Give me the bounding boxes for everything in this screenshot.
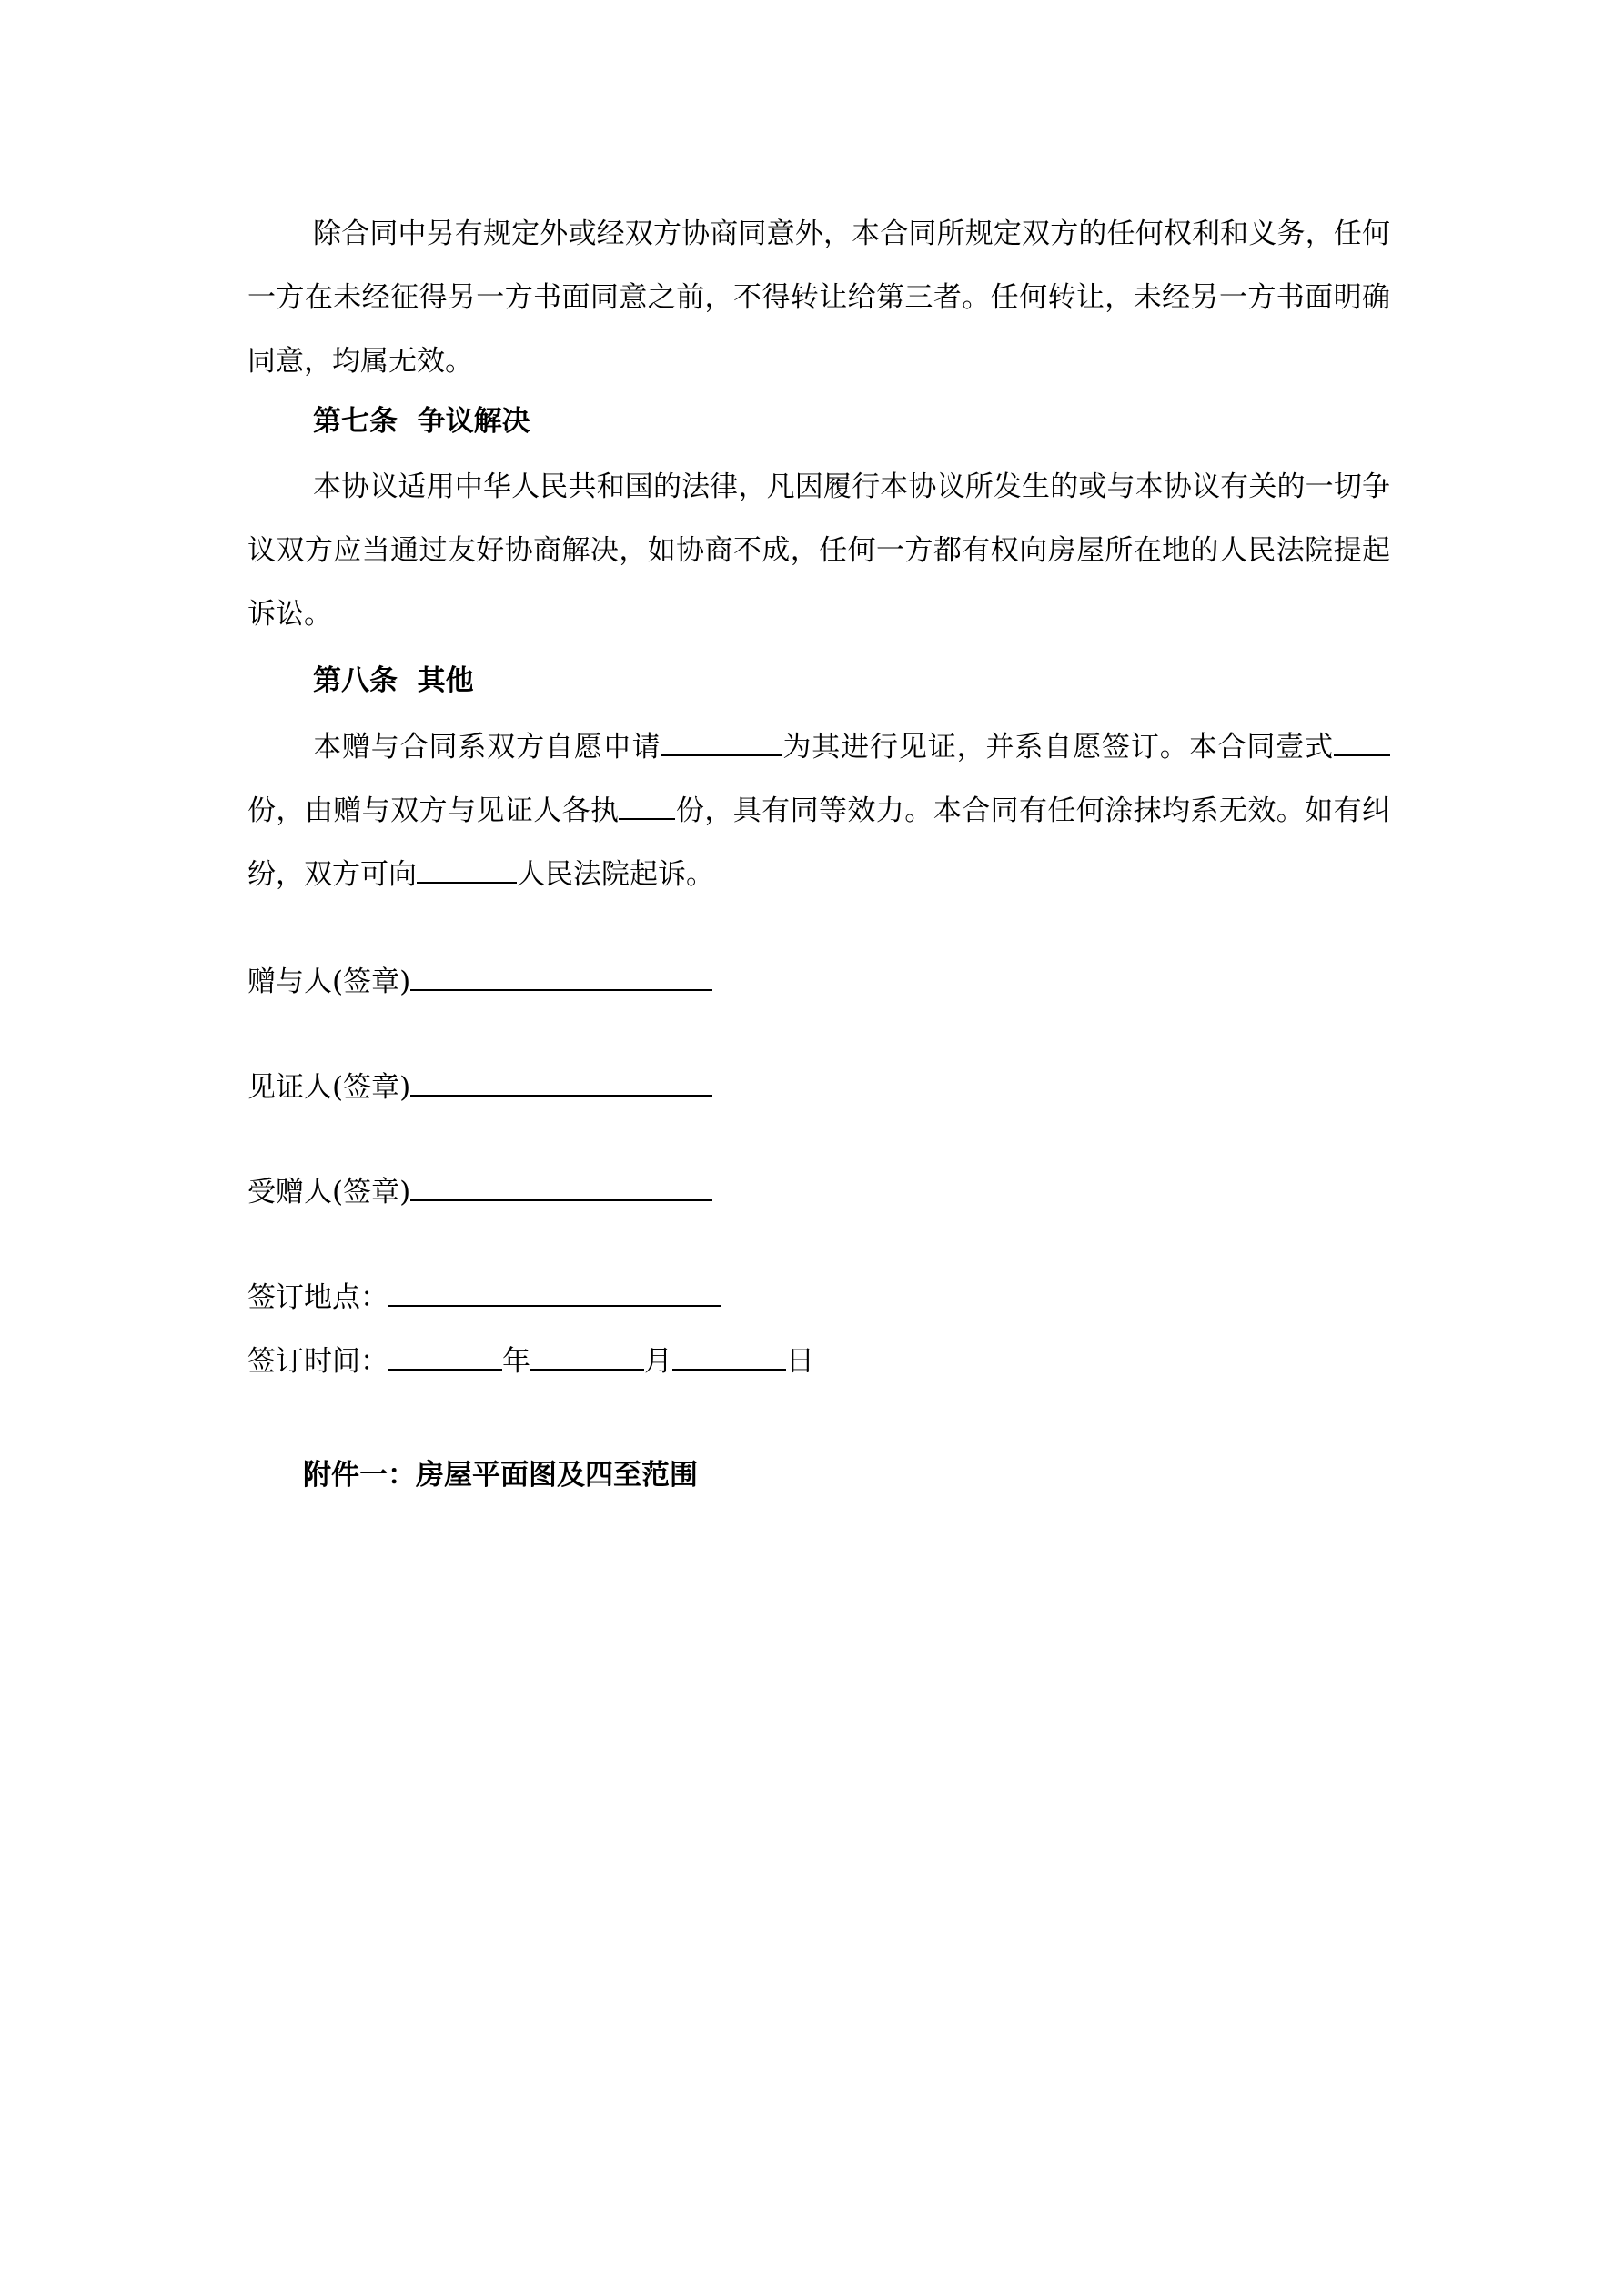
article-8-text-5: 人民法院起诉。 [517,858,714,891]
donor-signature-label: 赠与人(签章) [247,966,411,998]
donee-signature-label: 受赠人(签章) [247,1176,411,1209]
donee-signature-row [247,1172,712,1210]
article-7-paragraph: 本协议适用中华人民共和国的法律，凡因履行本协议所发生的或与本协议有关的一切争议双方应当通过友好协商解决，如协商不成，任何一方都有权向房屋所在地的人民法院提起诉讼。 [247,470,1390,631]
article-7-heading: 第七条 争议解决 [313,405,530,438]
year-blank[interactable] [388,1341,502,1371]
article-8-paragraph [247,715,1390,906]
day-blank[interactable] [672,1341,786,1371]
attachment-heading: 附件一：房屋平面图及四至范围 [303,1459,698,1492]
copies-total-blank[interactable] [1334,727,1390,756]
month-label: 月 [644,1345,672,1378]
clause-transfer-paragraph: 除合同中另有规定外或经双方协商同意外，本合同所规定双方的任何权利和义务，任何一方在未经征得另一方书面同意之前，不得转让给第三者。任何转让，未经另一方书面明确同意，均属无效。 [247,217,1390,378]
signing-place-row [247,1278,721,1316]
donor-signature-row [247,962,712,1000]
article-8-text-4: 份，具有同等效力。本合同有任何涂抹均系无效。如有纠纷，双方可向 [247,794,1391,891]
copies-each-blank[interactable] [619,791,675,820]
signing-place-label: 签订地点： [247,1281,388,1314]
day-label: 日 [786,1345,814,1378]
witness-signature-row [247,1067,712,1106]
article-8-text-2: 为其进行见证，并系自愿签订。本合同壹式 [782,731,1334,764]
signing-time-label: 签订时间： [247,1345,388,1378]
article-8-text-1: 本赠与合同系双方自愿申请 [313,731,661,764]
signing-place-blank[interactable] [388,1278,721,1307]
donor-signature-blank[interactable] [410,962,712,991]
month-blank[interactable] [530,1341,644,1371]
article-8-heading: 第八条 其他 [313,664,474,697]
signing-time-row [247,1341,814,1380]
year-label: 年 [502,1345,530,1378]
court-blank[interactable] [417,855,517,884]
article-8-text-3: 份，由赠与双方与见证人各执 [247,794,620,827]
donee-signature-blank[interactable] [410,1172,712,1201]
witness-signature-label: 见证人(签章) [247,1071,411,1104]
witness-signature-blank[interactable] [410,1067,712,1097]
witness-org-blank[interactable] [661,727,782,756]
